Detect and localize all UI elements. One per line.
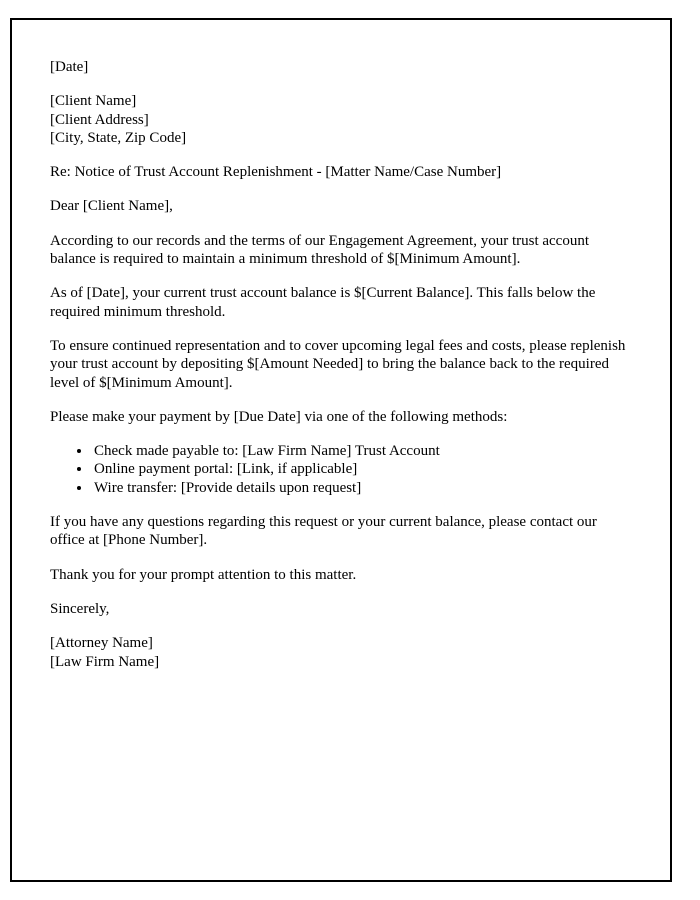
attorney-name: [Attorney Name]	[50, 635, 153, 652]
signature-block	[50, 634, 632, 671]
payment-methods-list	[50, 442, 632, 497]
paragraph-minimum-threshold: According to our records and the terms of our Engagement Agreement, your trust account balance is required to maintain a minimum threshold of $[Minimum Amount].	[50, 232, 589, 268]
paragraph-payment-due: Please make your payment by [Due Date] via one of the following methods:	[50, 408, 508, 425]
payment-method-online-portal: • Online payment portal: [Link, if applicable]	[92, 460, 632, 478]
law-firm-name: [Law Firm Name]	[50, 653, 160, 670]
sign-off: Sincerely,	[50, 600, 110, 617]
payment-method-wire-transfer: • Wire transfer: [Provide details upon request]	[92, 479, 632, 497]
subject-line: Re: Notice of Trust Account Replenishment - [Matter Name/Case Number]	[50, 164, 502, 181]
paragraph-thank-you: Thank you for your prompt attention to this matter.	[50, 566, 357, 583]
date-placeholder: [Date]	[50, 59, 89, 75]
letter-page	[10, 18, 672, 882]
recipient-city-state-zip: [City, State, Zip Code]	[50, 129, 187, 146]
recipient-name: [Client Name]	[50, 93, 137, 110]
paragraph-replenish-request: To ensure continued representation and to cover upcoming legal fees and costs, please replenish your trust account by depositing $[Amount Needed] to bring the balance back to the required level of $[Minimum Amount].	[50, 337, 626, 391]
salutation: Dear [Client Name],	[50, 198, 173, 215]
payment-method-check: • Check made payable to: [Law Firm Name] Trust Account	[92, 442, 632, 460]
paragraph-questions-contact: If you have any questions regarding this request or your current balance, please contact our office at [Phone Number].	[50, 514, 597, 549]
recipient-address-block	[50, 92, 632, 147]
recipient-address: [Client Address]	[50, 111, 149, 128]
paragraph-current-balance: As of [Date], your current trust account balance is $[Current Balance]. This falls below the required minimum threshold.	[50, 285, 596, 320]
